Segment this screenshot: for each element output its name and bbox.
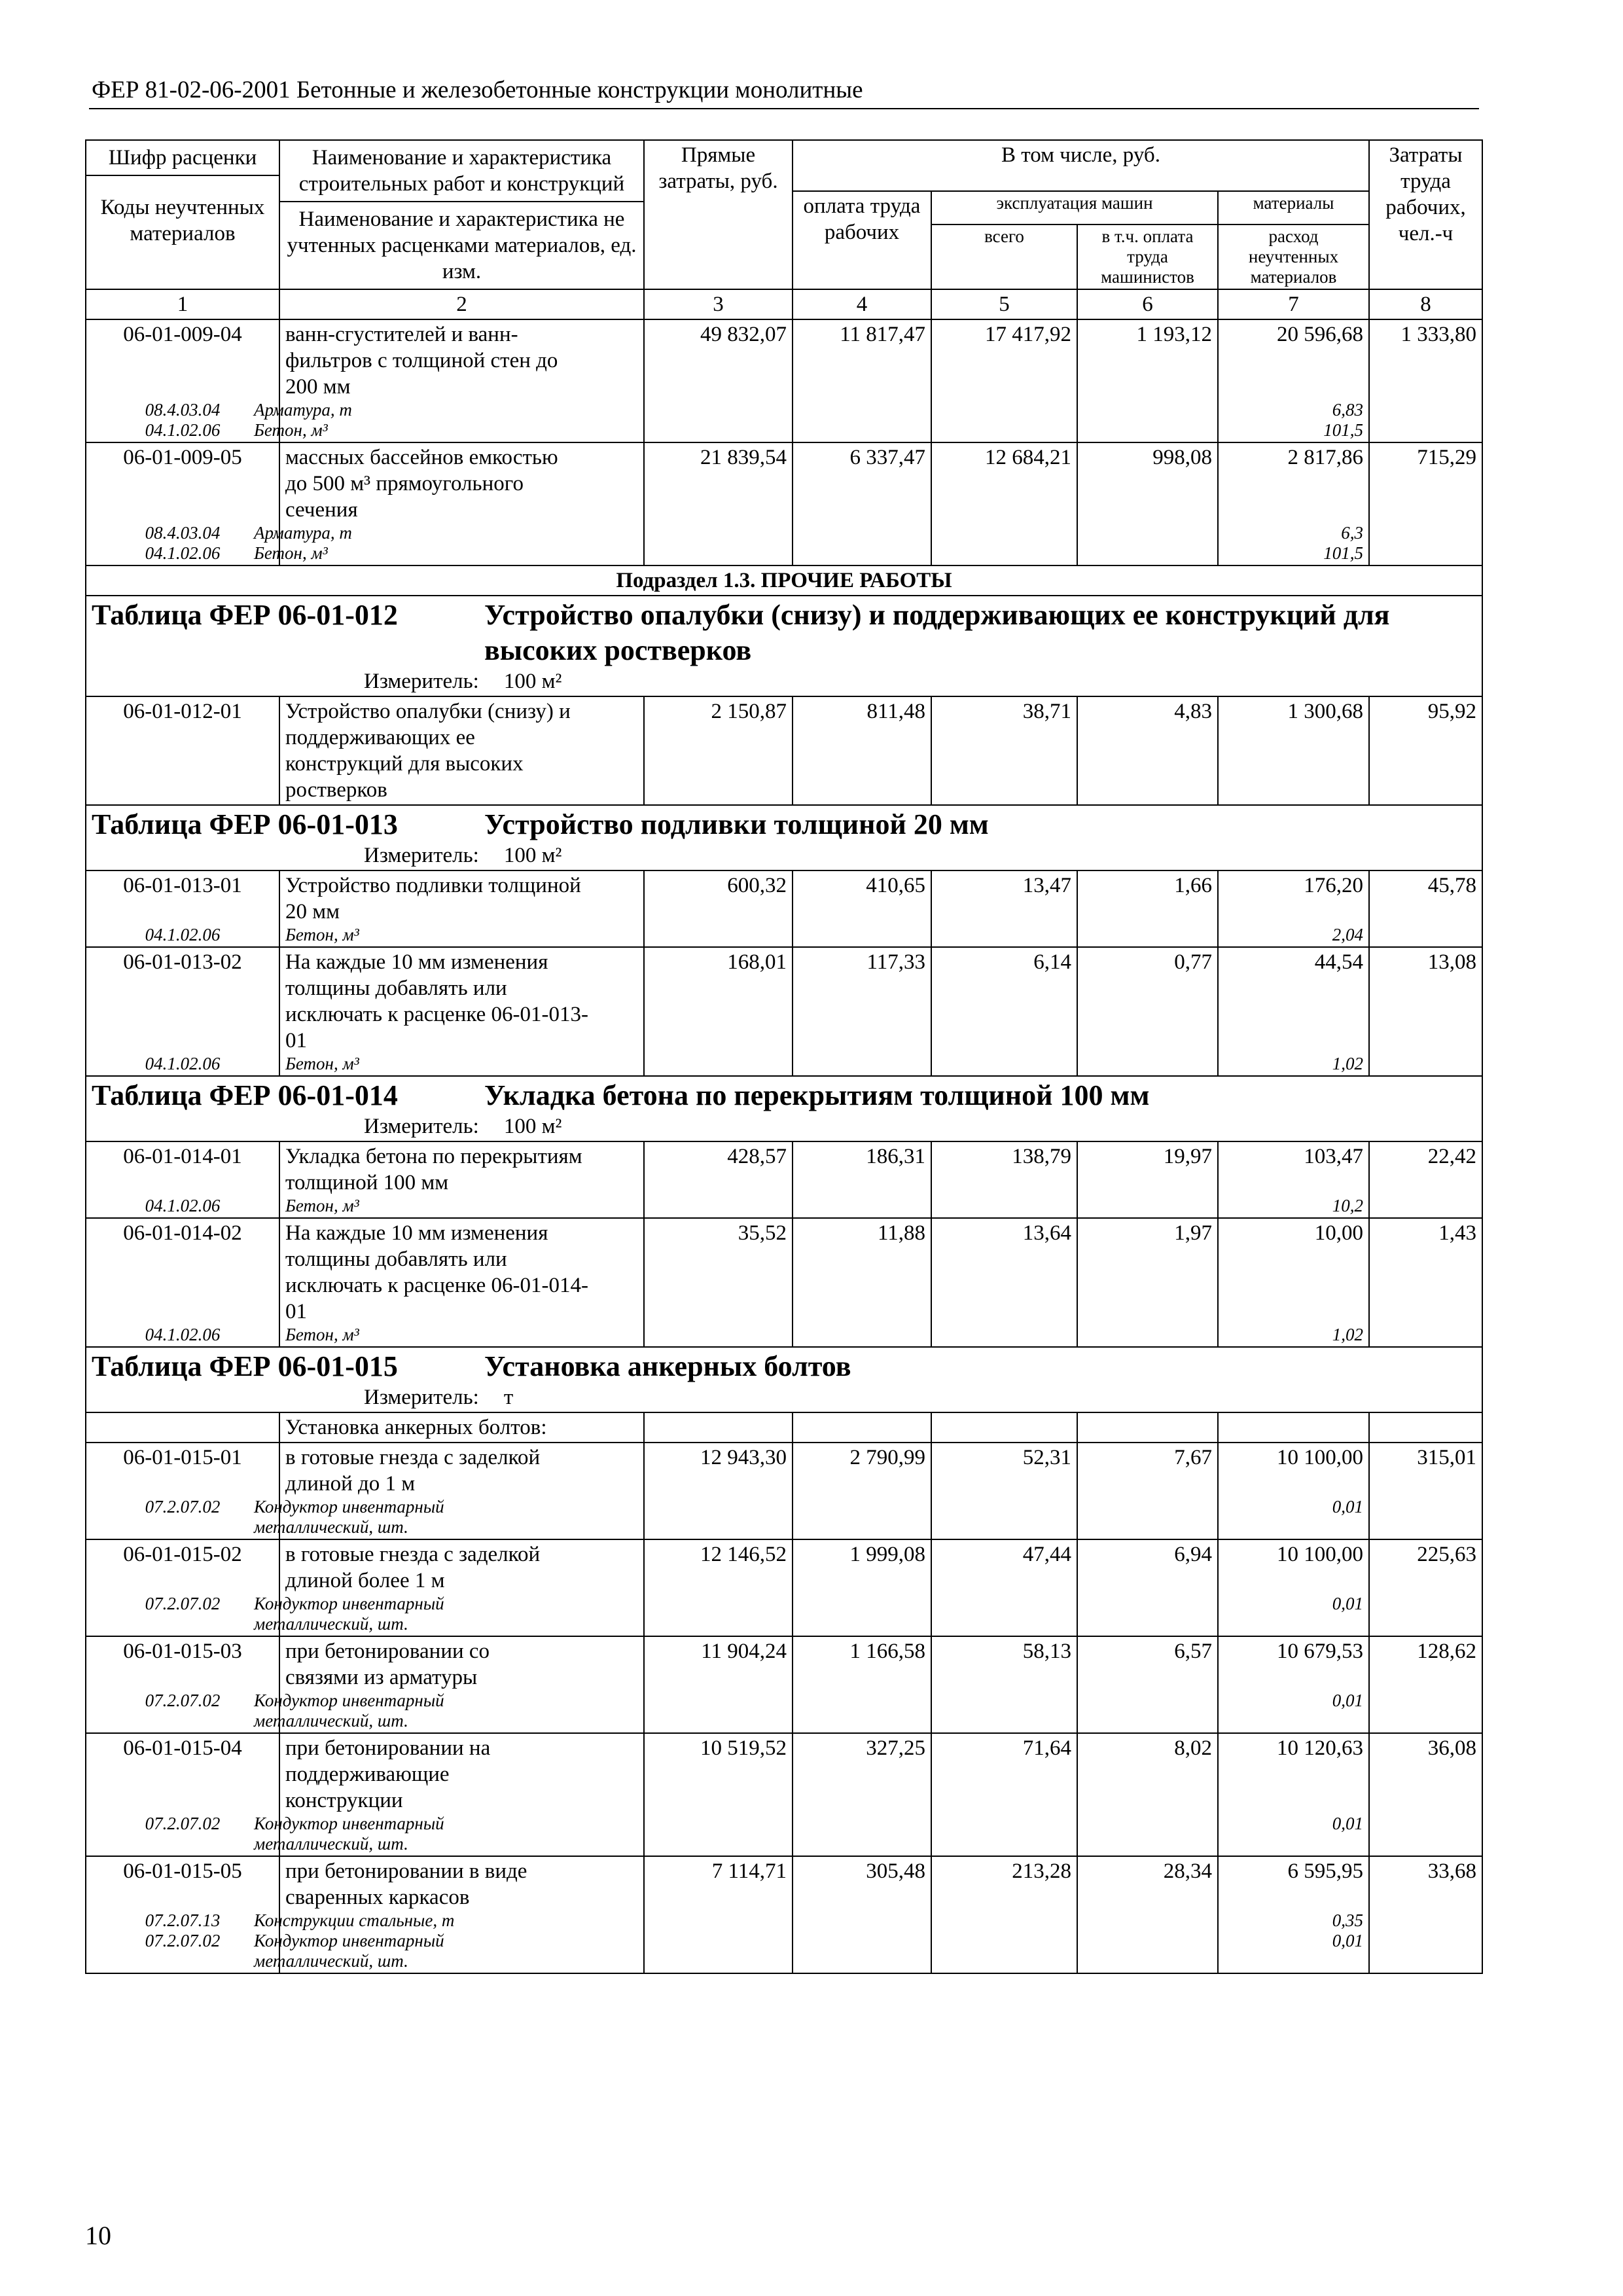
- material-qty: 0,01: [1332, 1497, 1364, 1516]
- table-title: Укладка бетона по перекрытиям толщиной 100 мм: [484, 1079, 1150, 1111]
- rate-code: 06-01-013-01: [123, 874, 242, 897]
- column-number: 7: [1218, 289, 1369, 319]
- direct-cost: 10 519,52: [644, 1733, 793, 1856]
- material-qty: 1,02: [1332, 1325, 1364, 1344]
- material-name: Конструкции стальные, т: [254, 1910, 455, 1930]
- rate-name: длиной до 1 м: [285, 1472, 416, 1496]
- table-number: Таблица ФЕР 06-01-012: [92, 599, 398, 631]
- machines-cost: 213,28: [931, 1856, 1077, 1973]
- labor-hours: 22,42: [1369, 1141, 1482, 1218]
- material-name: Кондуктор инвентарный: [254, 1814, 444, 1833]
- rate-name: конструкции: [285, 1789, 403, 1812]
- rate-name: в готовые гнезда с заделкой: [285, 1543, 541, 1566]
- labor-cost: 327,25: [793, 1733, 931, 1856]
- labor-hours: 315,01: [1369, 1443, 1482, 1539]
- header-code-bottom: Коды неучтенных материалов: [100, 196, 265, 245]
- material-qty: 101,5: [1323, 543, 1364, 563]
- materials-cost: 176,20: [1304, 874, 1364, 897]
- material-code: 07.2.07.02: [145, 1931, 221, 1950]
- column-number: 8: [1369, 289, 1482, 319]
- material-qty: 0,01: [1332, 1814, 1364, 1833]
- material-qty: 1,02: [1332, 1054, 1364, 1073]
- rate-name: поддерживающих ее: [285, 726, 475, 749]
- header-machines: эксплуатация машин: [931, 191, 1218, 224]
- rate-code: 06-01-015-02: [123, 1543, 242, 1566]
- material-qty: 10,2: [1332, 1196, 1364, 1215]
- column-number: 6: [1077, 289, 1218, 319]
- rate-name: На каждые 10 мм изменения: [285, 1221, 548, 1245]
- column-number: 2: [279, 289, 644, 319]
- materials-cost: 10 100,00: [1277, 1543, 1364, 1566]
- rate-code: 06-01-015-01: [123, 1446, 242, 1469]
- materials-cost: 1 300,68: [1218, 696, 1369, 805]
- header-machines-total: всего: [931, 224, 1077, 289]
- labor-hours: 128,62: [1369, 1636, 1482, 1733]
- machines-cost: 71,64: [931, 1733, 1077, 1856]
- rate-name: ванн-сгустителей и ванн-: [285, 323, 518, 346]
- machines-cost: 13,47: [931, 870, 1077, 947]
- material-name: металлический, шт.: [254, 1517, 408, 1537]
- material-qty: 0,35: [1332, 1910, 1364, 1930]
- rate-code: 06-01-014-02: [123, 1221, 242, 1245]
- table-row: [86, 1733, 1482, 1856]
- rate-name: 01: [285, 1300, 307, 1323]
- table-row: [86, 319, 1482, 442]
- material-name: металлический, шт.: [254, 1711, 408, 1731]
- labor-hours: 36,08: [1369, 1733, 1482, 1856]
- material-code: 07.2.07.02: [145, 1497, 221, 1516]
- rate-name: толщины добавлять или: [285, 977, 507, 1000]
- machines-cost: 13,64: [931, 1218, 1077, 1347]
- rate-name: Устройство опалубки (снизу) и: [285, 700, 571, 723]
- material-name: Бетон, м³: [285, 1054, 359, 1073]
- materials-cost: 10 100,00: [1277, 1446, 1364, 1469]
- material-code: 07.2.07.13: [145, 1910, 221, 1930]
- material-name: Арматура, т: [254, 523, 352, 543]
- labor-cost: 305,48: [793, 1856, 931, 1973]
- rate-code: 06-01-015-05: [123, 1859, 242, 1883]
- operators-cost: 7,67: [1077, 1443, 1218, 1539]
- rate-code: 06-01-013-02: [123, 950, 242, 974]
- header-name-bottom: Наименование и характеристика не учтенных расценками материалов, ед. изм.: [287, 207, 637, 283]
- direct-cost: 12 146,52: [644, 1539, 793, 1636]
- materials-cost: 10 679,53: [1277, 1640, 1364, 1663]
- material-code: 07.2.07.02: [145, 1594, 221, 1613]
- direct-cost: 21 839,54: [644, 442, 793, 565]
- labor-cost: 11,88: [793, 1218, 931, 1347]
- table-row: [86, 442, 1482, 565]
- machines-cost: 138,79: [931, 1141, 1077, 1218]
- material-name: Бетон, м³: [254, 543, 328, 563]
- table-row: [86, 870, 1482, 947]
- rate-name: до 500 м³ прямоугольного: [285, 472, 524, 495]
- table-row: [86, 1443, 1482, 1539]
- labor-cost: 6 337,47: [793, 442, 931, 565]
- rate-name: толщины добавлять или: [285, 1247, 507, 1271]
- labor-hours: 715,29: [1369, 442, 1482, 565]
- operators-cost: 6,57: [1077, 1636, 1218, 1733]
- materials-cost: 44,54: [1314, 950, 1364, 974]
- table-title-row: [86, 1347, 1482, 1412]
- table-title: Устройство подливки толщиной 20 мм: [484, 808, 989, 840]
- labor-hours: 95,92: [1369, 696, 1482, 805]
- labor-cost: 11 817,47: [793, 319, 931, 442]
- material-code: 08.4.03.04: [145, 523, 221, 543]
- rate-name: ростверков: [285, 778, 387, 802]
- table-title-row: [86, 1076, 1482, 1141]
- rate-code: 06-01-009-05: [123, 446, 242, 469]
- column-number: 3: [644, 289, 793, 319]
- header-code-top: Шифр расценки: [86, 141, 279, 176]
- material-name: Кондуктор инвентарный: [254, 1594, 444, 1613]
- meter-label: Измеритель:: [364, 1386, 479, 1409]
- header-direct: Прямые затраты, руб.: [644, 140, 793, 289]
- rate-name: фильтров с толщиной стен до: [285, 349, 558, 372]
- materials-cost: 10,00: [1314, 1221, 1364, 1245]
- header-name: [279, 140, 644, 289]
- group-row: [86, 1412, 1482, 1443]
- rate-name: На каждые 10 мм изменения: [285, 950, 548, 974]
- materials-cost: 2 817,86: [1287, 446, 1364, 469]
- group-label: Установка анкерных болтов:: [279, 1412, 644, 1443]
- meter-value: 100 м²: [503, 844, 562, 867]
- rate-code: 06-01-015-04: [123, 1736, 242, 1760]
- labor-cost: 811,48: [793, 696, 931, 805]
- direct-cost: 35,52: [644, 1218, 793, 1347]
- header-materials: материалы: [1218, 191, 1369, 224]
- material-code: 04.1.02.06: [145, 1054, 221, 1073]
- table-header-row: [86, 140, 1482, 191]
- rate-name: 01: [285, 1029, 307, 1052]
- table-row: [86, 947, 1482, 1076]
- price-table: [85, 139, 1483, 1974]
- material-qty: 6,83: [1332, 400, 1364, 420]
- operators-cost: 19,97: [1077, 1141, 1218, 1218]
- labor-hours: 33,68: [1369, 1856, 1482, 1973]
- machines-cost: 38,71: [931, 696, 1077, 805]
- material-name: металлический, шт.: [254, 1614, 408, 1634]
- labor-hours: 225,63: [1369, 1539, 1482, 1636]
- document-title: ФЕР 81-02-06-2001 Бетонные и железобетонные конструкции монолитные: [92, 77, 863, 103]
- page-header: [89, 77, 1479, 109]
- labor-cost: 1 166,58: [793, 1636, 931, 1733]
- header-hours: Затраты труда рабочих, чел.-ч: [1369, 140, 1482, 289]
- operators-cost: 1,97: [1077, 1218, 1218, 1347]
- direct-cost: 49 832,07: [644, 319, 793, 442]
- direct-cost: 428,57: [644, 1141, 793, 1218]
- rate-name: 200 мм: [285, 375, 351, 399]
- operators-cost: 6,94: [1077, 1539, 1218, 1636]
- material-qty: 0,01: [1332, 1691, 1364, 1710]
- table-number: Таблица ФЕР 06-01-015: [92, 1350, 398, 1382]
- rate-name: поддерживающие: [285, 1763, 450, 1786]
- material-code: 04.1.02.06: [145, 543, 221, 563]
- operators-cost: 28,34: [1077, 1856, 1218, 1973]
- meter-value: т: [503, 1386, 514, 1409]
- rate-name: при бетонировании в виде: [285, 1859, 527, 1883]
- material-code: 07.2.07.02: [145, 1814, 221, 1833]
- operators-cost: 0,77: [1077, 947, 1218, 1076]
- material-qty: 101,5: [1323, 420, 1364, 440]
- direct-cost: 7 114,71: [644, 1856, 793, 1973]
- material-name: металлический, шт.: [254, 1951, 408, 1971]
- materials-cost: 103,47: [1304, 1145, 1364, 1168]
- labor-cost: 117,33: [793, 947, 931, 1076]
- machines-cost: 17 417,92: [931, 319, 1077, 442]
- material-qty: 6,3: [1341, 523, 1364, 543]
- material-name: Бетон, м³: [285, 1325, 359, 1344]
- materials-cost: 20 596,68: [1277, 323, 1364, 346]
- table-number: Таблица ФЕР 06-01-013: [92, 808, 398, 840]
- table-title-row: [86, 596, 1482, 696]
- section-row: [86, 565, 1482, 596]
- rate-name: Устройство подливки толщиной: [285, 874, 581, 897]
- material-code: 04.1.02.06: [145, 1196, 221, 1215]
- labor-cost: 2 790,99: [793, 1443, 931, 1539]
- operators-cost: 1 193,12: [1077, 319, 1218, 442]
- operators-cost: 4,83: [1077, 696, 1218, 805]
- material-code: 08.4.03.04: [145, 400, 221, 420]
- rate-name: исключать к расценке 06-01-013-: [285, 1003, 588, 1026]
- labor-cost: 1 999,08: [793, 1539, 931, 1636]
- material-code: 04.1.02.06: [145, 420, 221, 440]
- table-row: [86, 1636, 1482, 1733]
- direct-cost: 12 943,30: [644, 1443, 793, 1539]
- material-qty: 2,04: [1332, 925, 1364, 944]
- rate-name: конструкций для высоких: [285, 752, 524, 776]
- material-qty: 0,01: [1332, 1931, 1364, 1950]
- rate-name: при бетонировании на: [285, 1736, 491, 1760]
- machines-cost: 58,13: [931, 1636, 1077, 1733]
- table-title: Устройство опалубки (снизу) и поддерживающих ее конструкций для высоких ростверков: [484, 599, 1390, 666]
- labor-cost: 186,31: [793, 1141, 931, 1218]
- rate-name: 20 мм: [285, 900, 340, 924]
- rate-name: в готовые гнезда с заделкой: [285, 1446, 541, 1469]
- table-row: [86, 1539, 1482, 1636]
- page-number: 10: [85, 2221, 111, 2250]
- rate-name: сваренных каркасов: [285, 1886, 470, 1909]
- material-name: металлический, шт.: [254, 1834, 408, 1854]
- direct-cost: 168,01: [644, 947, 793, 1076]
- header-code: [86, 140, 279, 289]
- material-qty: 0,01: [1332, 1594, 1364, 1613]
- machines-cost: 52,31: [931, 1443, 1077, 1539]
- direct-cost: 2 150,87: [644, 696, 793, 805]
- material-name: Арматура, т: [254, 400, 352, 420]
- table-number: Таблица ФЕР 06-01-014: [92, 1079, 398, 1111]
- labor-cost: 410,65: [793, 870, 931, 947]
- column-numbers-row: [86, 289, 1482, 319]
- column-number: 4: [793, 289, 931, 319]
- column-number: 5: [931, 289, 1077, 319]
- material-name: Бетон, м³: [285, 925, 359, 944]
- meter-value: 100 м²: [503, 1115, 562, 1138]
- rate-code: 06-01-014-01: [123, 1145, 242, 1168]
- header-operators: в т.ч. оплата труда машинистов: [1077, 224, 1218, 289]
- table-row: [86, 1141, 1482, 1218]
- material-code: 04.1.02.06: [145, 1325, 221, 1344]
- rate-name: Укладка бетона по перекрытиям: [285, 1145, 582, 1168]
- operators-cost: 1,66: [1077, 870, 1218, 947]
- meter-label: Измеритель:: [364, 670, 479, 693]
- labor-hours: 45,78: [1369, 870, 1482, 947]
- labor-hours: 1,43: [1369, 1218, 1482, 1347]
- rate-name: длиной более 1 м: [285, 1569, 445, 1592]
- header-labor: оплата труда рабочих: [793, 191, 931, 289]
- table-title-row: [86, 805, 1482, 870]
- material-name: Кондуктор инвентарный: [254, 1691, 444, 1710]
- direct-cost: 600,32: [644, 870, 793, 947]
- table-title: Установка анкерных болтов: [484, 1350, 851, 1382]
- material-code: 07.2.07.02: [145, 1691, 221, 1710]
- material-name: Кондуктор инвентарный: [254, 1931, 444, 1950]
- labor-hours: 1 333,80: [1369, 319, 1482, 442]
- material-name: Бетон, м³: [285, 1196, 359, 1215]
- header-unaccounted: расход неучтенных материалов: [1218, 224, 1369, 289]
- header-name-top: Наименование и характеристика строительных работ и конструкций: [280, 141, 643, 202]
- machines-cost: 47,44: [931, 1539, 1077, 1636]
- rate-name: сечения: [285, 498, 358, 522]
- rate-name: исключать к расценке 06-01-014-: [285, 1274, 588, 1297]
- rate-name: связями из арматуры: [285, 1666, 478, 1689]
- table-row: [86, 696, 1482, 805]
- table-row: [86, 1218, 1482, 1347]
- meter-label: Измеритель:: [364, 1115, 479, 1138]
- rate-code: 06-01-015-03: [123, 1640, 242, 1663]
- rate-name: при бетонировании со: [285, 1640, 490, 1663]
- section-title: Подраздел 1.3. ПРОЧИЕ РАБОТЫ: [86, 565, 1482, 596]
- table-row: [86, 1856, 1482, 1973]
- operators-cost: 8,02: [1077, 1733, 1218, 1856]
- header-group: В том числе, руб.: [793, 140, 1369, 191]
- operators-cost: 998,08: [1077, 442, 1218, 565]
- material-code: 04.1.02.06: [145, 925, 221, 944]
- rate-name: толщиной 100 мм: [285, 1171, 449, 1194]
- meter-value: 100 м²: [503, 670, 562, 693]
- direct-cost: 11 904,24: [644, 1636, 793, 1733]
- materials-cost: 6 595,95: [1287, 1859, 1364, 1883]
- machines-cost: 6,14: [931, 947, 1077, 1076]
- material-name: Бетон, м³: [254, 420, 328, 440]
- rate-code: 06-01-012-01: [86, 696, 279, 805]
- rate-code: 06-01-009-04: [123, 323, 242, 346]
- material-name: Кондуктор инвентарный: [254, 1497, 444, 1516]
- materials-cost: 10 120,63: [1277, 1736, 1364, 1760]
- rate-name: массных бассейнов емкостью: [285, 446, 558, 469]
- machines-cost: 12 684,21: [931, 442, 1077, 565]
- meter-label: Измеритель:: [364, 844, 479, 867]
- labor-hours: 13,08: [1369, 947, 1482, 1076]
- column-number: 1: [86, 289, 279, 319]
